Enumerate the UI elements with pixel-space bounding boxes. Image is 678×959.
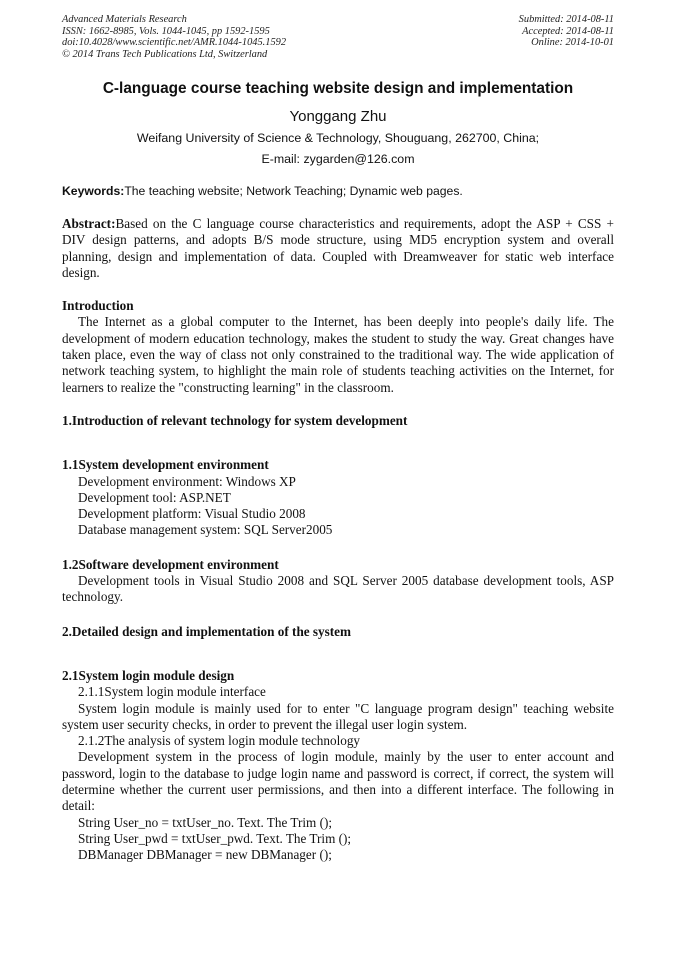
author-affiliation: Weifang University of Science & Technology, Shouguang, 262700, China; <box>136 131 540 145</box>
keywords <box>62 184 614 198</box>
list-item: Development tool: ASP.NET <box>78 489 231 505</box>
accepted-date: Accepted: 2014-08-11 <box>522 25 614 37</box>
section-1-2-heading: 1.2Software development environment <box>62 556 279 572</box>
code-line: DBManager DBManager = new DBManager (); <box>78 847 332 863</box>
journal-issn: ISSN: 1662-8985, Vols. 1044-1045, pp 1592-1595 <box>62 25 270 37</box>
keywords-label: Keywords: <box>62 184 125 198</box>
environment-list <box>62 474 614 539</box>
login-module-paragraph: System login module is mainly used for to enter "C language program design" teaching website system user security checks, in order to prevent the illegal user login system. <box>62 700 614 732</box>
journal-header <box>62 14 614 60</box>
abstract <box>62 216 614 281</box>
publication-dates <box>519 14 614 60</box>
subsection-2-1-2-heading: 2.1.2The analysis of system login module technology <box>78 733 361 749</box>
code-line: String User_pwd = txtUser_pwd. Text. The Trim (); <box>78 830 352 846</box>
abstract-text: Based on the C language course characteristics and requirements, adopt the ASP + CSS + DIV design patterns, and adopts B/S mode structure, using MD5 encryption system and overall planning, design and implementation of data. Coupled with Dreamweaver for static web interface design. <box>62 216 614 280</box>
list-item: Development environment: Windows XP <box>78 473 296 489</box>
section-2-1-heading: 2.1System login module design <box>62 667 235 683</box>
list-item: Development platform: Visual Studio 2008 <box>78 506 306 522</box>
list-item: Database management system: SQL Server2005 <box>78 522 333 538</box>
section-1-2-paragraph: Development tools in Visual Studio 2008 and SQL Server 2005 database development tools, ASP technology. <box>62 573 614 605</box>
subsection-2-1-1-heading: 2.1.1System login module interface <box>78 684 266 700</box>
online-date: Online: 2014-10-01 <box>531 37 614 48</box>
abstract-label: Abstract: <box>62 216 116 231</box>
journal-doi[interactable]: doi:10.4028/www.scientific.net/AMR.1044-1045.1592 <box>62 37 287 48</box>
journal-copyright: © 2014 Trans Tech Publications Ltd, Switzerland <box>62 48 268 60</box>
author-email[interactable]: E-mail: zygarden@126.com <box>261 152 415 166</box>
code-listing <box>62 815 614 864</box>
journal-info <box>62 14 286 60</box>
code-line: String User_no = txtUser_no. Text. The Trim (); <box>78 814 333 830</box>
section-1-heading: 1.Introduction of relevant technology for system development <box>62 412 408 428</box>
keywords-text: The teaching website; Network Teaching; Dynamic web pages. <box>124 184 463 198</box>
login-analysis-paragraph: Development system in the process of login module, mainly by the user to enter account and password, login to the database to judge login name and password is correct, if correct, the system will determine whether the current user permissions, and then into a different interface. The following in detail: <box>62 749 614 814</box>
paper-page <box>62 14 614 864</box>
paper-title: C-language course teaching website design and implementation <box>102 80 574 97</box>
introduction-paragraph: The Internet as a global computer to the Internet, has been deeply into people's daily life. The development of modern education technology, makes the student to study the way. Great changes have taken place, even the way of class not only constrained to the traditional way. The wide application of network teaching system, to highlight the main role of students teaching activities on the Internet, for learners to realize the "constructing learning" in the classroom. <box>62 314 614 395</box>
author-name: Yonggang Zhu <box>289 108 387 125</box>
introduction-heading: Introduction <box>62 298 134 314</box>
section-2-heading: 2.Detailed design and implementation of the system <box>62 623 352 639</box>
submitted-date: Submitted: 2014-08-11 <box>518 14 614 25</box>
journal-name: Advanced Materials Research <box>62 14 187 25</box>
section-1-1-heading: 1.1System development environment <box>62 457 269 473</box>
